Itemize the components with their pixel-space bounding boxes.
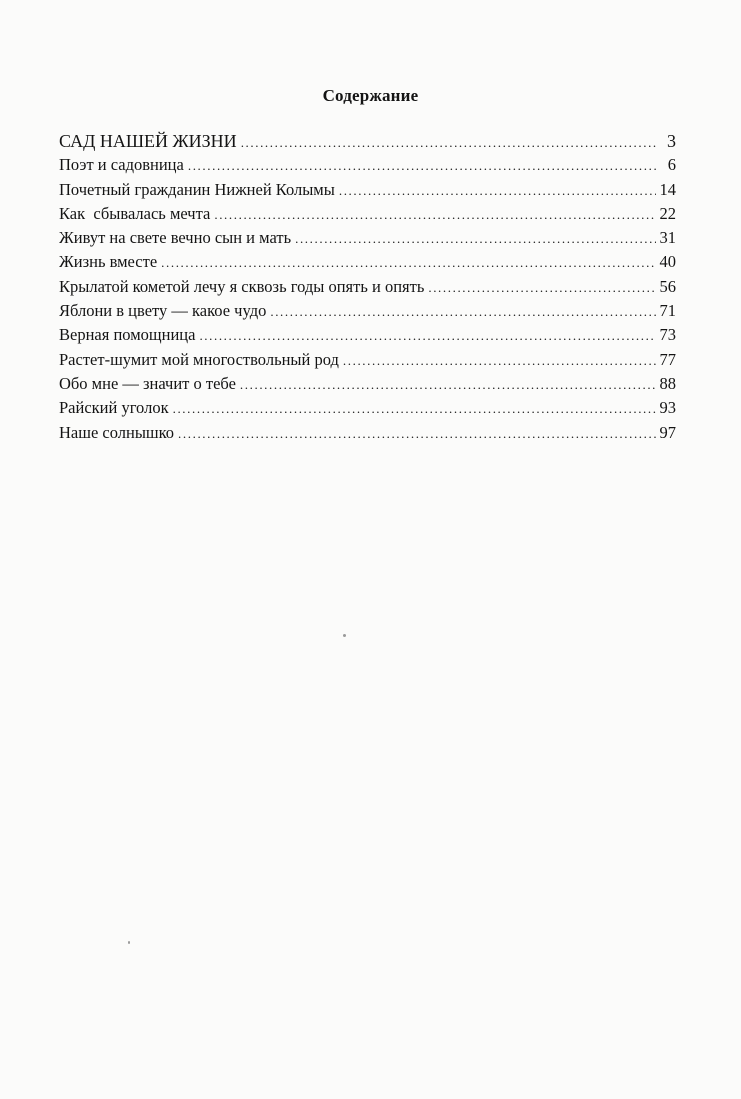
dot-leader [428,281,655,294]
toc-entry-page-number: 71 [659,301,676,321]
dot-leader [339,184,656,197]
toc-entry [59,423,676,447]
toc-entry-page-number: 40 [659,252,676,272]
dot-leader [188,159,658,172]
toc-entry [59,228,676,252]
toc-entry-title: Жизнь вместе [59,252,158,272]
toc-entry-title: Как сбывалась мечта [59,203,211,223]
toc-entry-title: Крылатой кометой лечу я сквозь годы опять и опять [59,276,425,296]
toc-entry-page-number: 88 [659,373,676,393]
toc-entry [59,131,676,155]
dot-leader [240,378,656,391]
toc-entry [59,325,676,349]
toc-entry [59,350,676,374]
toc-entry-page-number: 93 [659,398,676,418]
toc-entry-page-number: 77 [659,349,676,369]
toc-entry-title: Обо мне — значит о тебе [59,373,236,393]
toc-entry [59,374,676,398]
dot-leader [343,354,656,367]
toc-entry [59,204,676,228]
toc-entry [59,155,676,179]
toc-entry-title: Верная помощница [59,325,196,345]
dot-leader [178,427,655,440]
toc-entry-page-number: 3 [667,131,676,151]
toc-entry-title: Почетный гражданин Нижней Колымы [59,179,335,199]
toc-entry-page-number: 6 [667,155,676,175]
paper-speck [343,634,346,637]
toc-entry-title: Живут на свете вечно сын и мать [59,228,292,248]
paper-speck [128,941,130,944]
page-title: Содержание [322,86,419,105]
toc-entry-page-number: 97 [659,422,676,442]
toc-entry [59,277,676,301]
toc-entry-title: Наше солнышко [59,422,175,442]
table-of-contents [59,131,676,447]
dot-leader [173,402,656,415]
dot-leader [270,305,655,318]
toc-entry [59,301,676,325]
toc-entry-page-number: 31 [659,228,676,248]
dot-leader [295,232,655,245]
dot-leader [214,208,655,221]
toc-entry-title: Поэт и садовница [59,155,184,175]
toc-entry [59,398,676,422]
toc-entry-title: Растет-шумит мой многоствольный род [59,349,339,369]
toc-entry-title: САД НАШЕЙ ЖИЗНИ [59,131,237,151]
toc-entry [59,252,676,276]
toc-entry-page-number: 22 [659,203,676,223]
toc-entry-page-number: 56 [659,276,676,296]
dot-leader [161,256,655,269]
toc-entry-page-number: 14 [659,179,676,199]
dot-leader [241,136,658,149]
toc-entry [59,180,676,204]
dot-leader [199,329,655,342]
toc-entry-title: Яблони в цвету — какое чудо [59,301,267,321]
toc-entry-page-number: 73 [659,325,676,345]
toc-entry-title: Райский уголок [59,398,169,418]
